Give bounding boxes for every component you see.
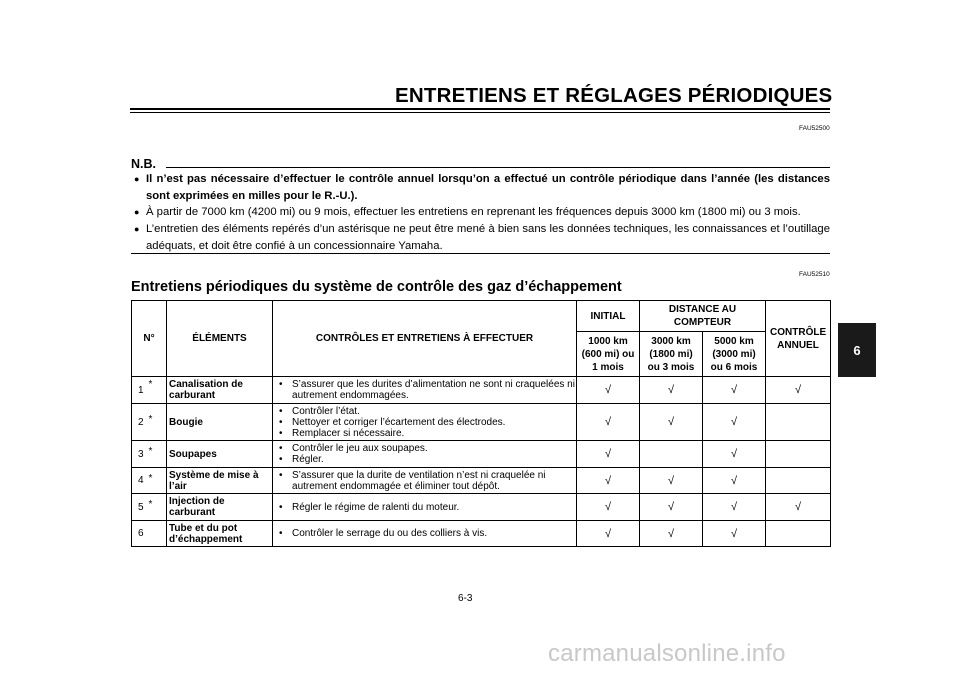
header-controls: CONTRÔLES ET ENTRETIENS À EFFECTUER	[273, 301, 577, 377]
element-name: Tube et du pot d’échappement	[167, 521, 273, 547]
title-rule-thin	[130, 112, 830, 113]
row-number: 5	[132, 494, 149, 521]
check-mark: √	[766, 377, 831, 404]
check-mark: √	[640, 468, 703, 494]
check-mark: √	[640, 494, 703, 521]
check-mark	[640, 441, 703, 468]
row-number: 4	[132, 468, 149, 494]
page-number: 6-3	[458, 593, 473, 604]
asterisk-mark: *	[149, 441, 167, 468]
table-row	[132, 404, 831, 441]
maintenance-table	[131, 300, 831, 547]
asterisk-mark	[149, 521, 167, 547]
asterisk-mark: *	[149, 494, 167, 521]
check-mark: √	[577, 441, 640, 468]
check-mark: √	[703, 441, 766, 468]
title-rule	[130, 108, 830, 110]
check-mark: √	[703, 521, 766, 547]
check-mark	[766, 441, 831, 468]
nb-label: N.B.	[131, 157, 156, 171]
page-title: ENTRETIENS ET RÉGLAGES PÉRIODIQUES	[395, 84, 833, 107]
section-heading: Entretiens périodiques du système de contrôle des gaz d’échappement	[131, 279, 622, 295]
header-elements: ÉLÉMENTS	[167, 301, 273, 377]
asterisk-mark: *	[149, 404, 167, 441]
row-number: 3	[132, 441, 149, 468]
check-mark: √	[640, 521, 703, 547]
header-distance: DISTANCE AU COMPTEUR	[640, 301, 766, 332]
element-name: Bougie	[167, 404, 273, 441]
header-interval-1: 1000 km (600 mi) ou 1 mois	[577, 332, 640, 377]
header-annual: CONTRÔLE ANNUEL	[766, 301, 831, 377]
element-name: Système de mise à l’air	[167, 468, 273, 494]
nb-bottom-rule	[131, 253, 830, 254]
nb-item-1: ● Il n’est pas nécessaire d’effectuer le contrôle annuel lorsqu’on a effectué un contrôle périodique dans l’année (les distances sont exprimées en milles pour le R.-U.).	[134, 173, 830, 202]
reference-code: FAU52500	[799, 125, 830, 132]
check-mark: √	[703, 377, 766, 404]
element-name: Soupapes	[167, 441, 273, 468]
control-list: • Contrôler le jeu aux soupapes. • Régler.	[273, 441, 577, 468]
check-mark: √	[703, 404, 766, 441]
check-mark: √	[703, 468, 766, 494]
table-row	[132, 494, 831, 521]
header-num: N°	[132, 301, 167, 377]
chapter-tab[interactable]: 6	[838, 323, 876, 377]
table-row	[132, 468, 831, 494]
check-mark	[766, 404, 831, 441]
header-initial: INITIAL	[577, 301, 640, 332]
row-number: 2	[132, 404, 149, 441]
check-mark: √	[577, 404, 640, 441]
check-mark: √	[640, 404, 703, 441]
bullet-icon: ●	[134, 224, 140, 234]
header-interval-2: 3000 km (1800 mi) ou 3 mois	[640, 332, 703, 377]
check-mark: √	[766, 494, 831, 521]
control-list: • Contrôler l’état. • Nettoyer et corriger l’écartement des électrodes. • Remplacer si nécessaire.	[273, 404, 577, 441]
bullet-icon: ●	[134, 174, 140, 184]
table-row	[132, 441, 831, 468]
element-name: Injection de carburant	[167, 494, 273, 521]
section-code: FAU52510	[799, 271, 830, 278]
check-mark: √	[577, 377, 640, 404]
check-mark: √	[703, 494, 766, 521]
watermark: carmanualsonline.info	[548, 640, 786, 667]
nb-top-rule	[166, 167, 830, 168]
check-mark: √	[577, 521, 640, 547]
control-list: • Contrôler le serrage du ou des colliers à vis.	[273, 521, 577, 547]
check-mark	[766, 521, 831, 547]
header-interval-3: 5000 km (3000 mi) ou 6 mois	[703, 332, 766, 377]
control-list: • S’assurer que les durites d’alimentation ne sont ni craquelées ni autrement endommagées.	[273, 377, 577, 404]
nb-item-2: ● À partir de 7000 km (4200 mi) ou 9 mois, effectuer les entretiens en reprenant les fréquences depuis 3000 km (1800 mi) ou 3 mois.	[146, 204, 830, 221]
element-name: Canalisation de carburant	[167, 377, 273, 404]
bullet-icon: ●	[134, 207, 140, 217]
check-mark: √	[577, 494, 640, 521]
check-mark: √	[640, 377, 703, 404]
asterisk-mark: *	[149, 377, 167, 404]
row-number: 1	[132, 377, 149, 404]
row-number: 6	[132, 521, 149, 547]
nb-item-3: ● L’entretien des éléments repérés d’un astérisque ne peut être mené à bien sans les données techniques, les connaissances et l’outillage adéquats, et doit être confié à un concessionnaire Yamaha.	[134, 223, 830, 252]
check-mark	[766, 468, 831, 494]
check-mark: √	[577, 468, 640, 494]
table-row	[132, 377, 831, 404]
control-list: • S’assurer que la durite de ventilation n’est ni craquelée ni autrement endommagée et éliminer tout dépôt.	[273, 468, 577, 494]
asterisk-mark: *	[149, 468, 167, 494]
control-list: • Régler le régime de ralenti du moteur.	[273, 494, 577, 521]
table-row	[132, 521, 831, 547]
